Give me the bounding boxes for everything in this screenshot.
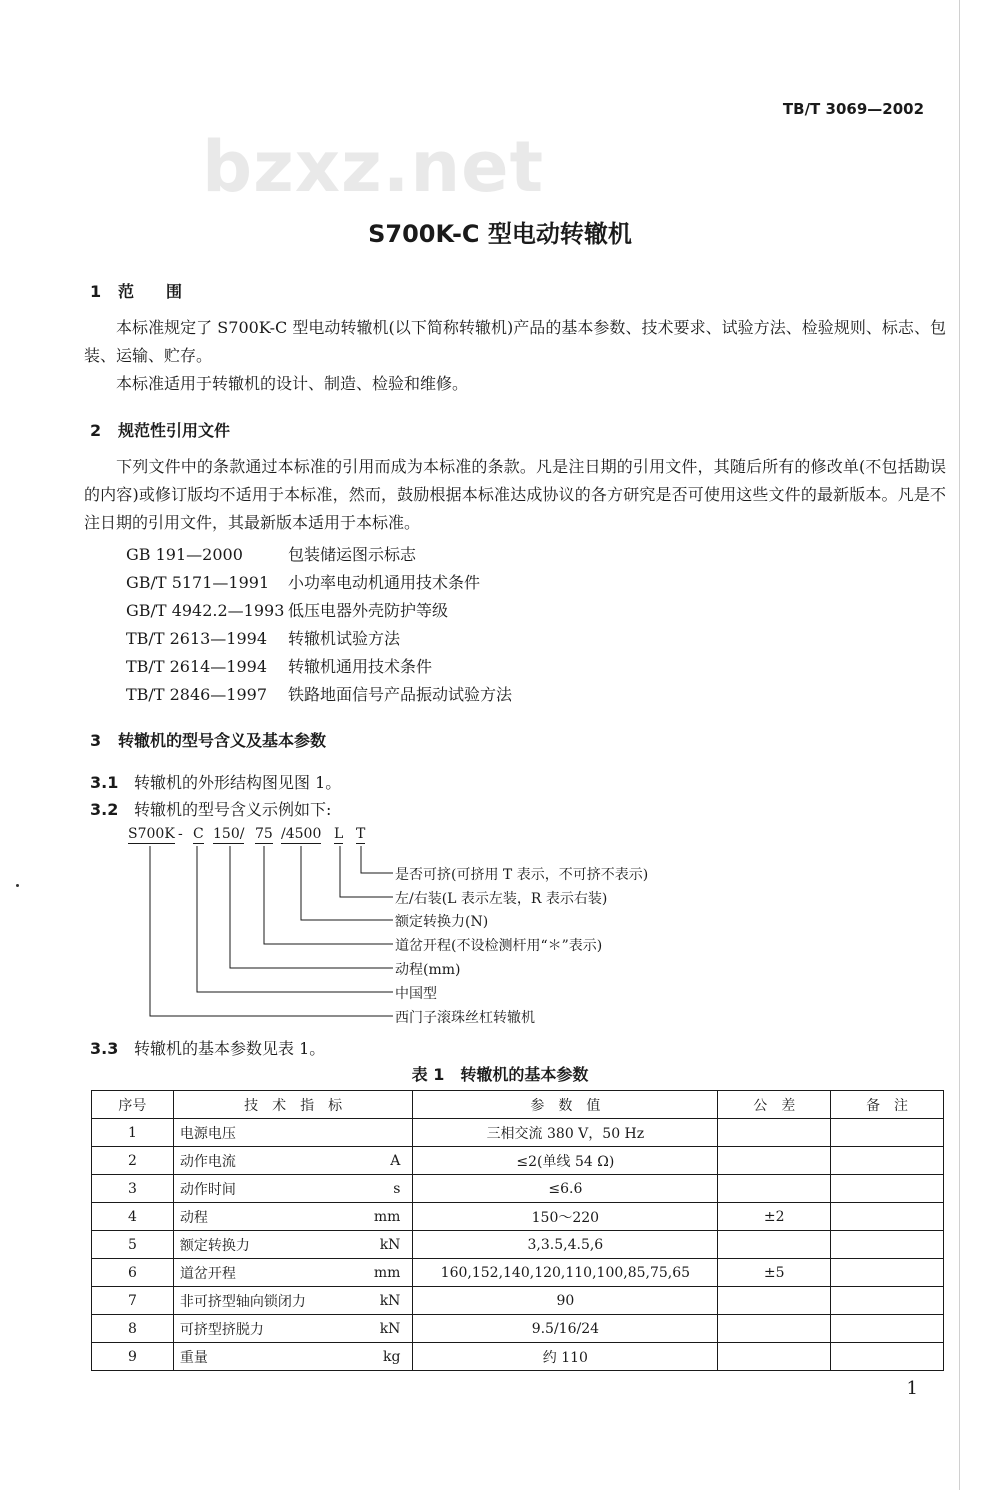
reference-code: TB/T 2614—1994	[126, 657, 268, 676]
indicator-cell	[173, 1147, 413, 1175]
reference-code: GB 191—2000	[126, 545, 243, 564]
indicator-name: 额定转换力	[179, 1237, 250, 1254]
table-header-row	[92, 1091, 944, 1119]
page-number: 1	[906, 1378, 918, 1399]
section-number: 2	[90, 421, 102, 440]
section-title: 转辙机的型号含义及基本参数	[118, 731, 327, 750]
model-segment: S700K	[128, 826, 175, 842]
tolerance: ±2	[718, 1203, 831, 1231]
model-segment: 150/	[213, 826, 245, 842]
model-legend-item: 额定转换力(N)	[395, 914, 489, 930]
indicator-cell	[173, 1259, 413, 1287]
clause-text: 转辙机的基本参数见表 1。	[134, 1039, 326, 1058]
reference-code: GB/T 5171—1991	[126, 573, 270, 592]
row-number: 7	[92, 1287, 174, 1315]
model-segment: 75	[255, 826, 273, 842]
tolerance	[718, 1287, 831, 1315]
watermark: bzxz.net	[202, 126, 545, 208]
reference-name: 小功率电动机通用技术条件	[288, 573, 481, 592]
row-number: 9	[92, 1343, 174, 1371]
parameter-value: 三相交流 380 V，50 Hz	[413, 1119, 718, 1147]
table-row	[92, 1119, 944, 1147]
tolerance	[718, 1119, 831, 1147]
table-caption: 表 1 转辙机的基本参数	[411, 1065, 589, 1084]
tolerance	[718, 1175, 831, 1203]
paragraph-text: 本标准适用于转辙机的设计、制造、检验和维修。	[116, 374, 469, 393]
parameter-value: 90	[413, 1287, 718, 1315]
indicator-unit: mm	[373, 1264, 401, 1281]
indicator-name: 非可挤型轴向锁闭力	[179, 1293, 306, 1310]
remark	[831, 1203, 944, 1231]
row-number: 8	[92, 1315, 174, 1343]
column-header: 公 差	[718, 1091, 831, 1119]
table-row	[92, 1259, 944, 1287]
model-legend-item: 中国型	[395, 986, 437, 1002]
remark	[831, 1175, 944, 1203]
model-segment: C	[193, 826, 204, 842]
indicator-unit: kN	[379, 1292, 401, 1309]
tolerance	[718, 1343, 831, 1371]
indicator-name: 动作时间	[179, 1181, 236, 1198]
clause-number: 3.2	[90, 800, 119, 819]
column-header: 备 注	[831, 1091, 944, 1119]
model-legend-item: 是否可挤(可挤用 T 表示，不可挤不表示)	[395, 867, 649, 883]
row-number: 2	[92, 1147, 174, 1175]
remark	[831, 1259, 944, 1287]
indicator-name: 动作电流	[179, 1153, 236, 1170]
paragraph-text: 本标准规定了 S700K-C 型电动转辙机(以下简称转辙机)产品的基本参数、技术要求、试验方法、检验规则、标志、包装、运输、贮存。	[84, 318, 946, 365]
row-number: 5	[92, 1231, 174, 1259]
reference-code: TB/T 2846—1997	[126, 685, 268, 704]
table-row	[92, 1147, 944, 1175]
reference-name: 转辙机通用技术条件	[288, 657, 433, 676]
section-title: 规范性引用文件	[118, 421, 231, 440]
indicator-unit: kg	[382, 1348, 401, 1365]
indicator-cell	[173, 1119, 413, 1147]
parameter-value: 约 110	[413, 1343, 718, 1371]
leader-line	[230, 846, 393, 968]
model-segment: /4500	[281, 826, 322, 842]
remark	[831, 1119, 944, 1147]
model-legend-item: 西门子滚珠丝杠转辙机	[395, 1010, 535, 1026]
indicator-unit: mm	[373, 1208, 401, 1225]
remark	[831, 1287, 944, 1315]
table-row	[92, 1203, 944, 1231]
parameters-table	[91, 1090, 944, 1371]
indicator-unit: A	[390, 1152, 401, 1169]
indicator-cell	[173, 1287, 413, 1315]
row-number: 4	[92, 1203, 174, 1231]
tolerance	[718, 1315, 831, 1343]
section-number: 3	[90, 731, 102, 750]
clause-text: 转辙机的外形结构图见图 1。	[134, 773, 342, 792]
table-row	[92, 1315, 944, 1343]
indicator-cell	[173, 1315, 413, 1343]
parameter-value: 9.5/16/24	[413, 1315, 718, 1343]
model-legend-item: 道岔开程(不设检测杆用“＊”表示)	[395, 938, 603, 954]
row-number: 1	[92, 1119, 174, 1147]
model-segment: -	[178, 826, 183, 842]
row-number: 6	[92, 1259, 174, 1287]
indicator-name: 重量	[179, 1349, 208, 1366]
leader-line	[361, 846, 393, 873]
parameter-value: ≤6.6	[413, 1175, 718, 1203]
model-legend-item: 左/右装(L 表示左装，R 表示右装)	[395, 891, 608, 907]
tolerance	[718, 1147, 831, 1175]
paragraph-text: 下列文件中的条款通过本标准的引用而成为本标准的条款。凡是注日期的引用文件，其随后所有的修改单(不包括勘误的内容)或修订版均不适用于本标准，然而，鼓励根据本标准达成协议的各方研究是否可使用这些文件的最新版本。凡是不注日期的引用文件，其最新版本适用于本标准。	[84, 457, 946, 532]
indicator-cell	[173, 1203, 413, 1231]
indicator-name: 道岔开程	[179, 1265, 236, 1282]
indicator-name: 动程	[179, 1209, 208, 1226]
reference-name: 包装储运图示标志	[288, 545, 417, 564]
clause-3-3	[90, 1036, 325, 1059]
leader-line	[150, 846, 393, 1016]
section-title: 范 围	[118, 282, 183, 301]
reference-code: TB/T 2613—1994	[126, 629, 268, 648]
column-header: 参 数 值	[413, 1091, 718, 1119]
indicator-name: 可挤型挤脱力	[179, 1321, 264, 1338]
table-row	[92, 1231, 944, 1259]
remark	[831, 1315, 944, 1343]
leader-line	[301, 846, 393, 920]
clause-text: 转辙机的型号含义示例如下:	[134, 800, 332, 819]
leader-line	[197, 846, 393, 992]
reference-name: 转辙机试验方法	[288, 629, 401, 648]
reference-name: 低压电器外壳防护等级	[288, 601, 449, 620]
model-legend-item: 动程(mm)	[395, 962, 461, 978]
standard-number: TB/T 3069—2002	[782, 100, 924, 118]
model-segment: L	[334, 826, 344, 842]
clause-number: 3.3	[90, 1039, 119, 1058]
remark	[831, 1231, 944, 1259]
parameter-value: ≤2(单线 54 Ω)	[413, 1147, 718, 1175]
indicator-cell	[173, 1175, 413, 1203]
table-row	[92, 1287, 944, 1315]
document-title: S700K-C 型电动转辙机	[368, 220, 632, 248]
row-number: 3	[92, 1175, 174, 1203]
leader-line	[340, 846, 393, 897]
parameter-value: 150～220	[413, 1203, 718, 1231]
table-row	[92, 1175, 944, 1203]
column-header: 序号	[92, 1091, 174, 1119]
reference-name: 铁路地面信号产品振动试验方法	[288, 685, 513, 704]
tolerance	[718, 1231, 831, 1259]
indicator-name: 电源电压	[179, 1125, 236, 1142]
model-segment: T	[356, 826, 366, 842]
indicator-cell	[173, 1231, 413, 1259]
indicator-cell	[173, 1343, 413, 1371]
indicator-unit: s	[393, 1180, 401, 1197]
section-number: 1	[90, 282, 102, 301]
remark	[831, 1147, 944, 1175]
parameter-value: 3,3.5,4.5,6	[413, 1231, 718, 1259]
reference-code: GB/T 4942.2—1993	[126, 601, 285, 620]
leader-line	[264, 846, 393, 944]
remark	[831, 1343, 944, 1371]
indicator-unit: kN	[379, 1320, 401, 1337]
clause-number: 3.1	[90, 773, 119, 792]
tolerance: ±5	[718, 1259, 831, 1287]
table-row	[92, 1343, 944, 1371]
parameter-value: 160,152,140,120,110,100,85,75,65	[413, 1259, 718, 1287]
indicator-unit: kN	[379, 1236, 401, 1253]
column-header: 技 术 指 标	[173, 1091, 413, 1119]
